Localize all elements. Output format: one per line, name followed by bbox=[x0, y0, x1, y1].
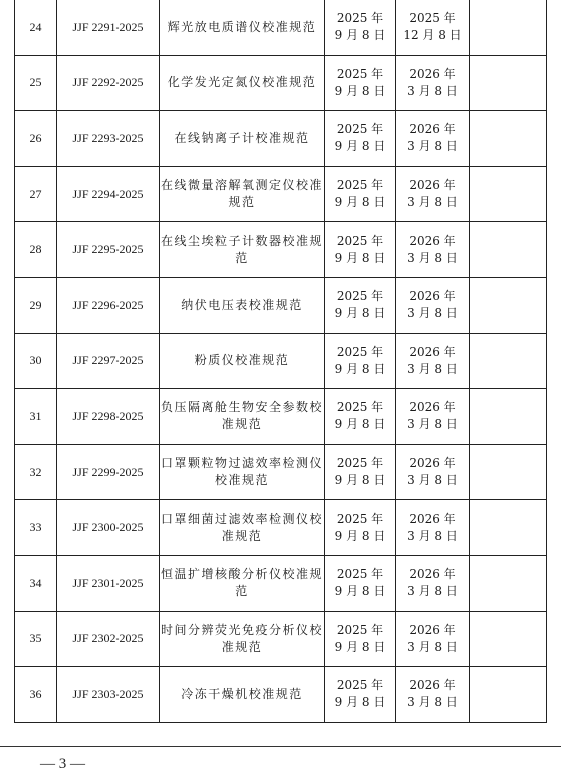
approval-date-cell bbox=[325, 166, 396, 222]
approval-date-cell bbox=[325, 111, 396, 167]
approval-date-cell bbox=[325, 55, 396, 111]
row-number-cell: 34 bbox=[15, 555, 57, 611]
date-year: 2025 年 bbox=[336, 178, 384, 193]
date-year: 2026 年 bbox=[409, 511, 456, 526]
date-year: 2025 年 bbox=[336, 344, 384, 359]
date-year: 2026 年 bbox=[409, 456, 456, 471]
effective-date-cell bbox=[396, 611, 470, 667]
date-year: 2026 年 bbox=[409, 178, 456, 193]
regulation-code-cell: JJF 2299-2025 bbox=[57, 444, 160, 500]
approval-date-cell bbox=[325, 0, 396, 55]
date-year: 2026 年 bbox=[409, 66, 456, 81]
regulation-name-cell: 恒温扩增核酸分析仪校准规范 bbox=[160, 555, 325, 611]
effective-date-cell bbox=[396, 0, 470, 55]
effective-date-cell bbox=[396, 389, 470, 445]
regulation-name-cell: 纳伏电压表校准规范 bbox=[160, 277, 325, 333]
approval-date-cell bbox=[325, 389, 396, 445]
footer-divider bbox=[0, 746, 561, 747]
regulation-code-cell: JJF 2303-2025 bbox=[57, 667, 160, 723]
date-year: 2025 年 bbox=[336, 567, 384, 582]
regulation-code-cell: JJF 2294-2025 bbox=[57, 166, 160, 222]
regulation-code-cell: JJF 2301-2025 bbox=[57, 555, 160, 611]
regulation-code-cell: JJF 2300-2025 bbox=[57, 500, 160, 556]
date-year: 2026 年 bbox=[409, 622, 456, 637]
table-row bbox=[15, 500, 547, 556]
date-year: 2025 年 bbox=[336, 66, 384, 81]
regulation-name-cell: 时间分辨荧光免疫分析仪校准规范 bbox=[160, 611, 325, 667]
effective-date-cell bbox=[396, 222, 470, 278]
table-row bbox=[15, 555, 547, 611]
date-month-day: 9 月 8 日 bbox=[334, 195, 386, 210]
date-year: 2025 年 bbox=[336, 622, 384, 637]
date-year: 2026 年 bbox=[409, 289, 456, 304]
note-cell bbox=[470, 55, 547, 111]
note-cell bbox=[470, 611, 547, 667]
note-cell bbox=[470, 667, 547, 723]
regulation-name-cell: 负压隔离舱生物安全参数校准规范 bbox=[160, 389, 325, 445]
approval-date-cell bbox=[325, 555, 396, 611]
regulations-table bbox=[14, 0, 547, 723]
regulation-code-cell: JJF 2296-2025 bbox=[57, 277, 160, 333]
date-month-day: 9 月 8 日 bbox=[334, 83, 386, 98]
date-month-day: 3 月 8 日 bbox=[407, 306, 458, 321]
effective-date-cell bbox=[396, 277, 470, 333]
approval-date-cell bbox=[325, 611, 396, 667]
note-cell bbox=[470, 111, 547, 167]
date-year: 2026 年 bbox=[409, 678, 456, 693]
date-year: 2025 年 bbox=[336, 456, 384, 471]
table-row bbox=[15, 611, 547, 667]
date-month-day: 9 月 8 日 bbox=[334, 473, 386, 488]
date-month-day: 9 月 8 日 bbox=[334, 639, 386, 654]
date-year: 2025 年 bbox=[336, 122, 384, 137]
date-month-day: 9 月 8 日 bbox=[334, 361, 386, 376]
row-number-cell: 24 bbox=[15, 0, 57, 55]
table-row bbox=[15, 55, 547, 111]
page-number: — 3 — bbox=[40, 756, 85, 772]
note-cell bbox=[470, 555, 547, 611]
date-year: 2025 年 bbox=[336, 233, 384, 248]
table-row bbox=[15, 222, 547, 278]
regulation-name-cell: 化学发光定氮仪校准规范 bbox=[160, 55, 325, 111]
regulation-name-cell: 口罩颗粒物过滤效率检测仪校准规范 bbox=[160, 444, 325, 500]
approval-date-cell bbox=[325, 222, 396, 278]
approval-date-cell bbox=[325, 667, 396, 723]
regulation-name-cell: 在线钠离子计校准规范 bbox=[160, 111, 325, 167]
row-number-cell: 35 bbox=[15, 611, 57, 667]
date-month-day: 9 月 8 日 bbox=[334, 250, 386, 265]
table-row bbox=[15, 333, 547, 389]
date-month-day: 3 月 8 日 bbox=[407, 473, 458, 488]
date-year: 2026 年 bbox=[409, 344, 456, 359]
date-year: 2026 年 bbox=[409, 233, 456, 248]
date-year: 2025 年 bbox=[336, 678, 384, 693]
row-number-cell: 32 bbox=[15, 444, 57, 500]
effective-date-cell bbox=[396, 55, 470, 111]
regulations-table-container bbox=[14, 0, 546, 723]
effective-date-cell bbox=[396, 667, 470, 723]
regulation-code-cell: JJF 2302-2025 bbox=[57, 611, 160, 667]
date-month-day: 3 月 8 日 bbox=[407, 584, 458, 599]
date-month-day: 12 月 8 日 bbox=[403, 28, 462, 43]
note-cell bbox=[470, 444, 547, 500]
regulation-name-cell: 在线尘埃粒子计数器校准规范 bbox=[160, 222, 325, 278]
note-cell bbox=[470, 0, 547, 55]
note-cell bbox=[470, 333, 547, 389]
table-row bbox=[15, 277, 547, 333]
date-year: 2026 年 bbox=[409, 400, 456, 415]
effective-date-cell bbox=[396, 500, 470, 556]
date-month-day: 3 月 8 日 bbox=[407, 83, 458, 98]
regulation-name-cell: 冷冻干燥机校准规范 bbox=[160, 667, 325, 723]
note-cell bbox=[470, 166, 547, 222]
row-number-cell: 31 bbox=[15, 389, 57, 445]
date-year: 2025 年 bbox=[336, 11, 384, 26]
row-number-cell: 29 bbox=[15, 277, 57, 333]
date-year: 2025 年 bbox=[336, 511, 384, 526]
row-number-cell: 36 bbox=[15, 667, 57, 723]
date-year: 2026 年 bbox=[409, 122, 456, 137]
effective-date-cell bbox=[396, 444, 470, 500]
approval-date-cell bbox=[325, 444, 396, 500]
row-number-cell: 28 bbox=[15, 222, 57, 278]
effective-date-cell bbox=[396, 333, 470, 389]
approval-date-cell bbox=[325, 277, 396, 333]
table-row bbox=[15, 166, 547, 222]
row-number-cell: 30 bbox=[15, 333, 57, 389]
date-month-day: 3 月 8 日 bbox=[407, 361, 458, 376]
effective-date-cell bbox=[396, 555, 470, 611]
row-number-cell: 33 bbox=[15, 500, 57, 556]
regulation-code-cell: JJF 2292-2025 bbox=[57, 55, 160, 111]
regulation-code-cell: JJF 2298-2025 bbox=[57, 389, 160, 445]
table-row bbox=[15, 0, 547, 55]
row-number-cell: 25 bbox=[15, 55, 57, 111]
table-row bbox=[15, 389, 547, 445]
regulation-code-cell: JJF 2293-2025 bbox=[57, 111, 160, 167]
note-cell bbox=[470, 277, 547, 333]
date-month-day: 9 月 8 日 bbox=[334, 417, 386, 432]
date-year: 2026 年 bbox=[409, 567, 456, 582]
date-month-day: 3 月 8 日 bbox=[407, 695, 458, 710]
regulation-name-cell: 口罩细菌过滤效率检测仪校准规范 bbox=[160, 500, 325, 556]
approval-date-cell bbox=[325, 500, 396, 556]
date-year: 2025 年 bbox=[336, 289, 384, 304]
approval-date-cell bbox=[325, 333, 396, 389]
date-year: 2025 年 bbox=[409, 11, 456, 26]
date-month-day: 3 月 8 日 bbox=[407, 639, 458, 654]
table-row bbox=[15, 444, 547, 500]
date-month-day: 9 月 8 日 bbox=[334, 584, 386, 599]
date-month-day: 3 月 8 日 bbox=[407, 528, 458, 543]
note-cell bbox=[470, 389, 547, 445]
date-month-day: 3 月 8 日 bbox=[407, 195, 458, 210]
date-month-day: 9 月 8 日 bbox=[334, 306, 386, 321]
date-month-day: 9 月 8 日 bbox=[334, 695, 386, 710]
note-cell bbox=[470, 222, 547, 278]
date-month-day: 3 月 8 日 bbox=[407, 417, 458, 432]
effective-date-cell bbox=[396, 166, 470, 222]
regulation-code-cell: JJF 2295-2025 bbox=[57, 222, 160, 278]
effective-date-cell bbox=[396, 111, 470, 167]
regulation-code-cell: JJF 2291-2025 bbox=[57, 0, 160, 55]
table-row bbox=[15, 111, 547, 167]
regulation-name-cell: 在线微量溶解氧测定仪校准规范 bbox=[160, 166, 325, 222]
note-cell bbox=[470, 500, 547, 556]
regulation-code-cell: JJF 2297-2025 bbox=[57, 333, 160, 389]
table-row bbox=[15, 667, 547, 723]
date-month-day: 3 月 8 日 bbox=[407, 250, 458, 265]
date-month-day: 9 月 8 日 bbox=[334, 528, 386, 543]
date-month-day: 9 月 8 日 bbox=[334, 28, 386, 43]
row-number-cell: 26 bbox=[15, 111, 57, 167]
date-year: 2025 年 bbox=[336, 400, 384, 415]
regulation-name-cell: 粉质仪校准规范 bbox=[160, 333, 325, 389]
date-month-day: 3 月 8 日 bbox=[407, 139, 458, 154]
regulation-name-cell: 辉光放电质谱仪校准规范 bbox=[160, 0, 325, 55]
row-number-cell: 27 bbox=[15, 166, 57, 222]
date-month-day: 9 月 8 日 bbox=[334, 139, 386, 154]
table-body bbox=[15, 0, 547, 722]
